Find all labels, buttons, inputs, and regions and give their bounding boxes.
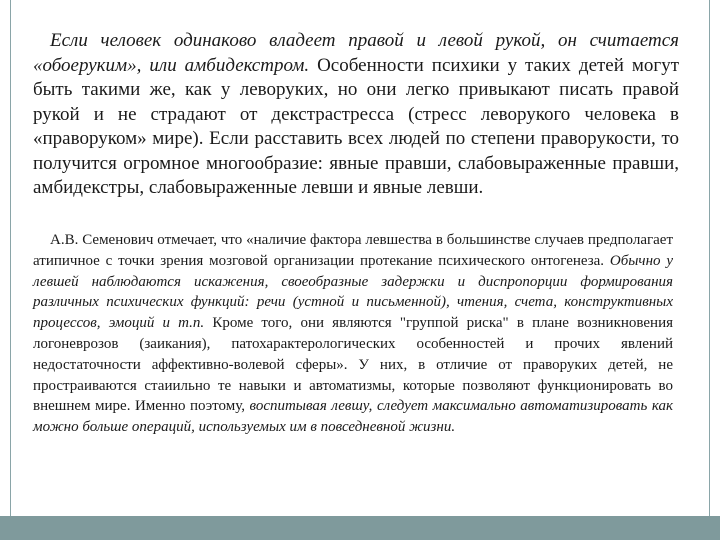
right-frame-rule [709,0,710,516]
recommendation-italic: воспитывая левшу, следует максимально автоматизировать как можно больше операций, используемых им в повседневной жизни. [33,398,674,436]
left-frame-rule [10,0,11,516]
bottom-frame-band [0,516,720,540]
paragraph-semenovich-quote [33,230,673,438]
paragraph-ambidexter [33,29,679,201]
quote-intro: А.В. Семенович отмечает, что «наличие фактора левшества в большинстве случаев предполагает атипичное с точки зрения мозговой организации протекание психического онтогенеза. [33,232,673,269]
ambidexter-definition: Если человек одинаково владеет правой и левой рукой, он считается «обоеруким», или амбидекстром. [33,30,679,76]
quote-continuation: Кроме того, они являются "группой риска" в плане возникновения логоневрозов (заикания), патохарактерологических особенностей и прочих явлений недостаточности аффективно-волевой сферы». У них, в отличие от праворуких детей, не простраиваются стаиильно те навыки и автоматизмы, которые позволяют функционировать во внешнем мире. Именно поэтому, [33,315,673,415]
ambidexter-description: Особенности психики у таких детей могут быть такими же, как у леворуких, но они легко привыкают писать правой рукой и не страдают от декстрастресса (стресс леворукого человека в «праворуком» мире). Если расставить всех людей по степени праворукости, то получится огромное многообразие: явные правши, слабовыраженные правши, амбидекстры, слабовыраженные левши и явные левши. [33,54,680,198]
quote-italic-distortions: Обычно у левшей наблюдаются искажения, своеобразные задержки и диспропорции формирования различных психических функций: речи (устной и письменной), чтения, счета, конструктивных процессов, эмоций и т.п. [33,252,673,332]
